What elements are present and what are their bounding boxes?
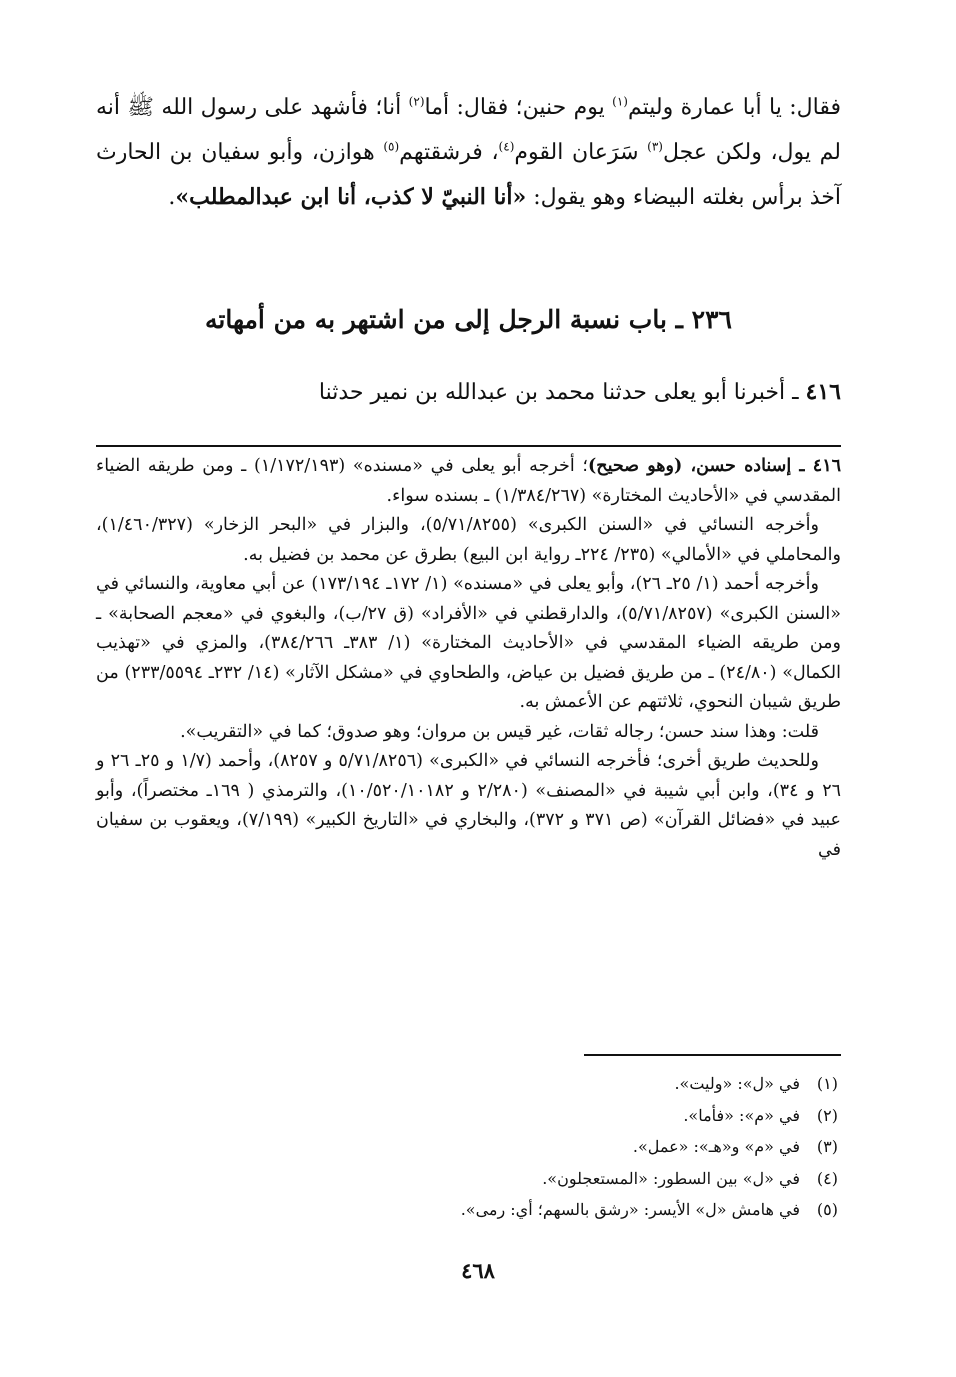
footnote-ref: (٣) xyxy=(647,139,663,154)
hadith-text: ـ أخبرنا أبو يعلى حدثنا محمد بن عبدالله بن نمير حدثنا xyxy=(318,380,806,405)
footnote-number: (٤) xyxy=(816,1168,838,1188)
text-segment: يوم حنين؛ فقال: أما xyxy=(424,95,613,120)
footnote-item xyxy=(461,1163,838,1195)
footnote-number: (٣) xyxy=(816,1137,838,1156)
main-text xyxy=(96,85,841,220)
takhrij-notes xyxy=(96,452,841,865)
footnote-item xyxy=(461,1131,838,1163)
footnote-text: في «م» و«هـ»: «عمل». xyxy=(632,1137,800,1156)
footnote-item xyxy=(461,1068,838,1100)
note-paragraph: وللحديث طريق أخرى؛ فأخرجه النسائي في «الكبرى» (٥/٧١/٨٢٥٦ و ٨٢٥٧)، وأحمد (١/٧ و ٢٥ـ ٢٦ و ٢٦ و ٣٤)، وابن أبي شيبة في «المصنف» (٢/٢٨٠ و ١٠/٥٢٠/١٠١٨٢)، والترمذي ( ١٦٩ـ مختصراً)، وأبو عبيد في «فضائل القرآن» (ص ٣٧١ و ٣٧٢)، والبخاري في «التاريخ الكبير» (٧/١٩٩)، ويعقوب بن سفيان في xyxy=(96,751,842,860)
hadith-opening xyxy=(96,370,841,415)
text-segment: هوازن، وأبو سفيان بن الحارث آخذ برأس بغلته البيضاء وهو يقول: xyxy=(96,140,841,210)
notes-divider xyxy=(96,445,841,447)
note-paragraph: وأخرجه أحمد (١/ ٢٥ـ ٢٦)، وأبو يعلى في «مسنده» (١/ ١٧٢ـ ١٧٣/١٩٤) عن أبي معاوية، والنسائي في «السنن الكبرى» (٥/٧١/٨٢٥٧)، والدارقطني في «الأفراد» (ق ٢٧/ب)، والبغوي في «معجم الصحابة» ـ ومن طريقه الضياء المقدسي في «الأحاديث المختارة» (١/ ٣٨٣ـ ٣٨٤/٢٦٦)، والمزي في «تهذيب الكمال» (٢٤/٨٠) ـ من طريق فضيل بن عياض، والطحاوي في «مشكل الآثار» (١٤/ ٢٣٢ـ ٢٣٣/٥٥٩٤) من طريق شيبان النحوي، ثلاثتهم عن الأعمش به. xyxy=(96,574,841,712)
footnote-number: (٢) xyxy=(816,1105,838,1125)
footnote-text: في هامش «ل» الأيسر: «رشق بالسهم؛ أي: رمى». xyxy=(460,1200,800,1219)
footnote-text: في «ل» بين السطور: «المستعجلون». xyxy=(542,1168,800,1188)
footnote-number: (١) xyxy=(816,1074,838,1093)
footnote-number: (٥) xyxy=(816,1200,838,1219)
note-heading: ٤١٦ ـ إسناده حسن، (وهو صحيح) xyxy=(588,456,841,476)
footnote-item xyxy=(461,1100,838,1132)
chapter-title: ٢٣٦ ـ باب نسبة الرجل إلى من اشتهر به من أمهاته xyxy=(205,305,732,334)
footnotes xyxy=(461,1068,838,1226)
note-text: ؛ أخرجه أبو يعلى في «مسنده» (١/١٧٢/١٩٣) ـ ومن طريقه الضياء المقدسي في «الأحاديث المختارة» (١/٣٨٤/٢٦٧) ـ بسنده سواء. xyxy=(96,456,841,506)
hadith-conclusion-paragraph xyxy=(96,85,841,220)
text-segment: أنا؛ فأشهد على رسول الله ﷺ أنه لم يول، ولكن عجل xyxy=(96,95,841,165)
footnote-ref: (٢) xyxy=(408,94,425,109)
note-paragraph: وأخرجه النسائي في «السنن الكبرى» (٥/٧١/٨٢٥٥)، والبزار في «البحر الزخار» (١/٤٦٠/٣٢٧)، والمحاملي في «الأمالي» (٢٣٥/ ٢٢٤ـ رواية ابن البيع) بطرق عن محمد بن فضيل به. xyxy=(96,515,841,565)
page-number: ٤٦٨ xyxy=(461,1258,495,1283)
prophet-quote: «أنا النبيّ لا كذب، أنا ابن عبدالمطلب» xyxy=(175,184,527,210)
footnote-text: في «ل»: «وليت». xyxy=(674,1074,800,1093)
hadith-number: ٤١٦ xyxy=(805,379,841,405)
note-paragraph: قلت: وهذا سند حسن؛ رجاله ثقات، غير قيس بن مروان؛ وهو صدوق؛ كما في «التقريب». xyxy=(180,721,819,742)
footnote-ref: (٤) xyxy=(498,139,515,154)
footnote-text: في «م»: «فأما». xyxy=(683,1105,800,1125)
note-paragraph xyxy=(96,452,841,511)
text-segment: . xyxy=(168,185,176,210)
text-segment: ، فرشقتهم xyxy=(399,140,499,165)
footnotes-divider xyxy=(584,1054,841,1056)
footnote-item xyxy=(461,1194,838,1226)
footnote-ref: (١) xyxy=(612,94,628,109)
footnote-ref: (٥) xyxy=(383,139,400,154)
text-segment: فقال: يا أبا عمارة وليتم xyxy=(627,95,841,120)
text-segment: سَرَعان القوم xyxy=(514,140,648,165)
